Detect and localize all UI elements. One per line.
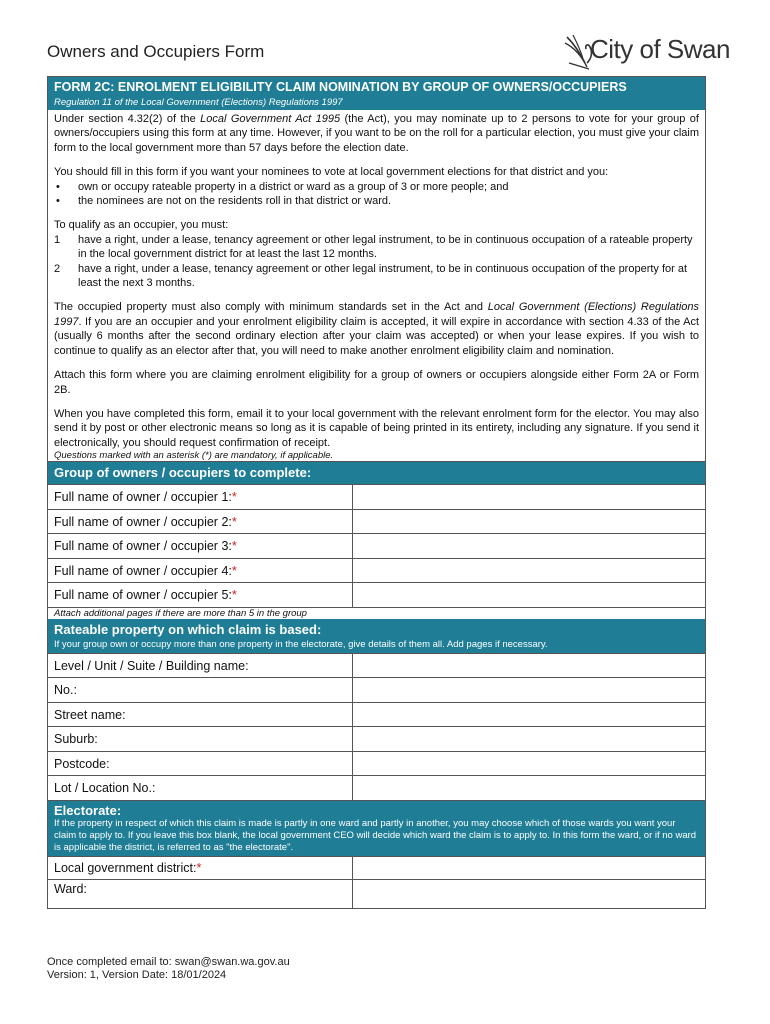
bullet-icon: • — [56, 195, 60, 208]
field-label: No.: — [48, 678, 353, 702]
owner-row-5 — [48, 582, 705, 607]
field-label: Street name: — [48, 703, 353, 727]
occupier-requirements — [54, 233, 699, 291]
form-regulation: Regulation 11 of the Local Government (Elections) Regulations 1997 — [54, 97, 343, 108]
list-item — [54, 180, 699, 194]
text: Under section 4.32(2) of the — [54, 113, 201, 125]
text: (the Act), you may nominate up to 2 persons to vote for your group of owners/occupiers using this form at any time. However, if you want to be on the roll for a particular election, you must give your claim form to the local government more than 57 days before the election date. — [54, 113, 700, 154]
list-item-text: have a right, under a lease, tenancy agreement or other legal instrument, to be in continuous occupation of a rateable property in the local government district for at least the last 12 months. — [78, 233, 693, 261]
form-frame — [47, 76, 706, 909]
ward-input[interactable] — [353, 880, 705, 908]
regulation-name: Local Government (Elections) Regulations 1997 — [54, 301, 700, 328]
list-number: 1 — [54, 233, 61, 246]
label-text: Local government district: — [54, 860, 197, 875]
field-label — [48, 485, 353, 509]
logo-text: City of Swan — [590, 34, 730, 64]
required-asterisk: * — [196, 860, 202, 875]
page-title: Owners and Occupiers Form — [47, 42, 265, 61]
intro-paragraph-3: To qualify as an occupier, you must: — [54, 219, 229, 232]
list-number: 2 — [54, 262, 61, 275]
field-label — [48, 559, 353, 583]
intro-paragraph-5: Attach this form where you are claiming enrolment eligibility for a group of owners or occupiers alongside either Form 2A or Form 2B. — [54, 369, 699, 396]
footer — [47, 956, 290, 982]
field-label — [48, 583, 353, 607]
intro-paragraph-4 — [54, 300, 699, 358]
required-asterisk: * — [231, 588, 237, 603]
owner-5-input[interactable] — [353, 583, 705, 607]
owner-row-3 — [48, 533, 705, 558]
label-text: Full name of owner / occupier 1: — [54, 490, 232, 505]
list-item — [54, 194, 699, 208]
act-name: Local Government Act 1995 — [200, 113, 341, 125]
owner-row-1 — [48, 484, 705, 509]
field-label: Postcode: — [48, 752, 353, 776]
intro-paragraph-6: When you have completed this form, email it to your local government with the relevant enrolment form for the elector. You may also send it by post or other electronic means so long as it is capable of being printed in its entirety, including any signature. If you send it electronically, you should request confirmation of receipt. — [54, 407, 699, 449]
district-row — [48, 856, 705, 879]
postcode-row — [48, 751, 705, 776]
intro-paragraph-1 — [54, 112, 699, 155]
lot-row — [48, 775, 705, 800]
intro-paragraph-2: You should fill in this form if you want your nominees to vote at local government elections for that district and you: — [54, 166, 609, 179]
required-asterisk: * — [231, 563, 237, 578]
district-input[interactable] — [353, 857, 705, 879]
list-item — [54, 262, 699, 291]
text: . If you are an occupier and your enrolment eligibility claim is accepted, it will expire in accordance with section 4.33 of the Act (usually 6 months after the second ordinary election after your claim was accepted) or when your lease expires. If you wish to continue to qualify as an elector after that, you will need to make another enrolment eligibility claim and nomination. — [54, 315, 699, 357]
form-header — [48, 77, 705, 110]
owner-4-input[interactable] — [353, 559, 705, 583]
electorate-section-title: Electorate: — [54, 802, 122, 818]
group-section-title: Group of owners / occupiers to complete: — [54, 465, 312, 481]
number-input[interactable] — [353, 678, 705, 702]
required-asterisk: * — [231, 514, 237, 529]
footer-email: Once completed email to: swan@swan.wa.gov.au — [47, 956, 290, 968]
field-label: Level / Unit / Suite / Building name: — [48, 654, 353, 678]
field-label: Lot / Location No.: — [48, 776, 353, 800]
list-item-text: the nominees are not on the residents roll in that district or ward. — [78, 195, 392, 208]
list-item-text: own or occupy rateable property in a district or ward as a group of 3 or more people; and — [78, 180, 509, 193]
suburb-input[interactable] — [353, 727, 705, 751]
property-section-subtitle: If your group own or occupy more than one property in the electorate, give details of them all. Add pages if necessary. — [54, 638, 548, 650]
required-asterisk: * — [231, 539, 237, 554]
required-asterisk: * — [231, 490, 237, 505]
owner-row-4 — [48, 558, 705, 583]
electorate-section-subtitle: If the property in respect of which this claim is made is partly in one ward and partly in another, you may choose which of those wards you want your claim to apply to. If you leave this box blank, the local government CEO will decide which ward the claim is to apply to. In this form the ward, or if no ward is applicable the district, is referred to as "the electorate". — [54, 817, 697, 853]
list-item — [54, 233, 699, 262]
ward-row — [48, 879, 705, 908]
additional-pages-note: Attach additional pages if there are more than 5 in the group — [48, 607, 705, 619]
form-heading: FORM 2C: ENROLMENT ELIGIBILITY CLAIM NOMINATION BY GROUP OF OWNERS/OCCUPIERS — [54, 80, 627, 94]
street-row — [48, 702, 705, 727]
label-text: Full name of owner / occupier 2: — [54, 514, 232, 529]
street-input[interactable] — [353, 703, 705, 727]
suburb-row — [48, 726, 705, 751]
list-item-text: have a right, under a lease, tenancy agreement or other legal instrument, to be in continuous occupation of the property for at least the next 3 months. — [78, 262, 688, 290]
eligibility-list — [54, 180, 699, 209]
mandatory-note: Questions marked with an asterisk (*) are mandatory, if applicable. — [54, 450, 334, 462]
electorate-section-header — [48, 800, 705, 856]
building-input[interactable] — [353, 654, 705, 678]
footer-version: Version: 1, Version Date: 18/01/2024 — [47, 969, 227, 981]
label-text: Full name of owner / occupier 3: — [54, 539, 232, 554]
group-section-header — [48, 461, 705, 484]
owner-1-input[interactable] — [353, 485, 705, 509]
text: The occupied property must also comply with minimum standards set in the Act and — [54, 301, 488, 314]
field-label — [48, 534, 353, 558]
label-text: Full name of owner / occupier 5: — [54, 588, 232, 603]
postcode-input[interactable] — [353, 752, 705, 776]
field-label: Ward: — [48, 880, 353, 908]
field-label: Suburb: — [48, 727, 353, 751]
building-row — [48, 653, 705, 678]
property-section-title: Rateable property on which claim is based: — [54, 621, 322, 637]
instructions — [48, 110, 705, 450]
field-label — [48, 510, 353, 534]
owner-2-input[interactable] — [353, 510, 705, 534]
field-label — [48, 857, 353, 879]
property-section-header — [48, 619, 705, 653]
number-row — [48, 677, 705, 702]
bullet-icon: • — [56, 180, 60, 193]
lot-input[interactable] — [353, 776, 705, 800]
label-text: Full name of owner / occupier 4: — [54, 563, 232, 578]
owner-row-2 — [48, 509, 705, 534]
owner-3-input[interactable] — [353, 534, 705, 558]
